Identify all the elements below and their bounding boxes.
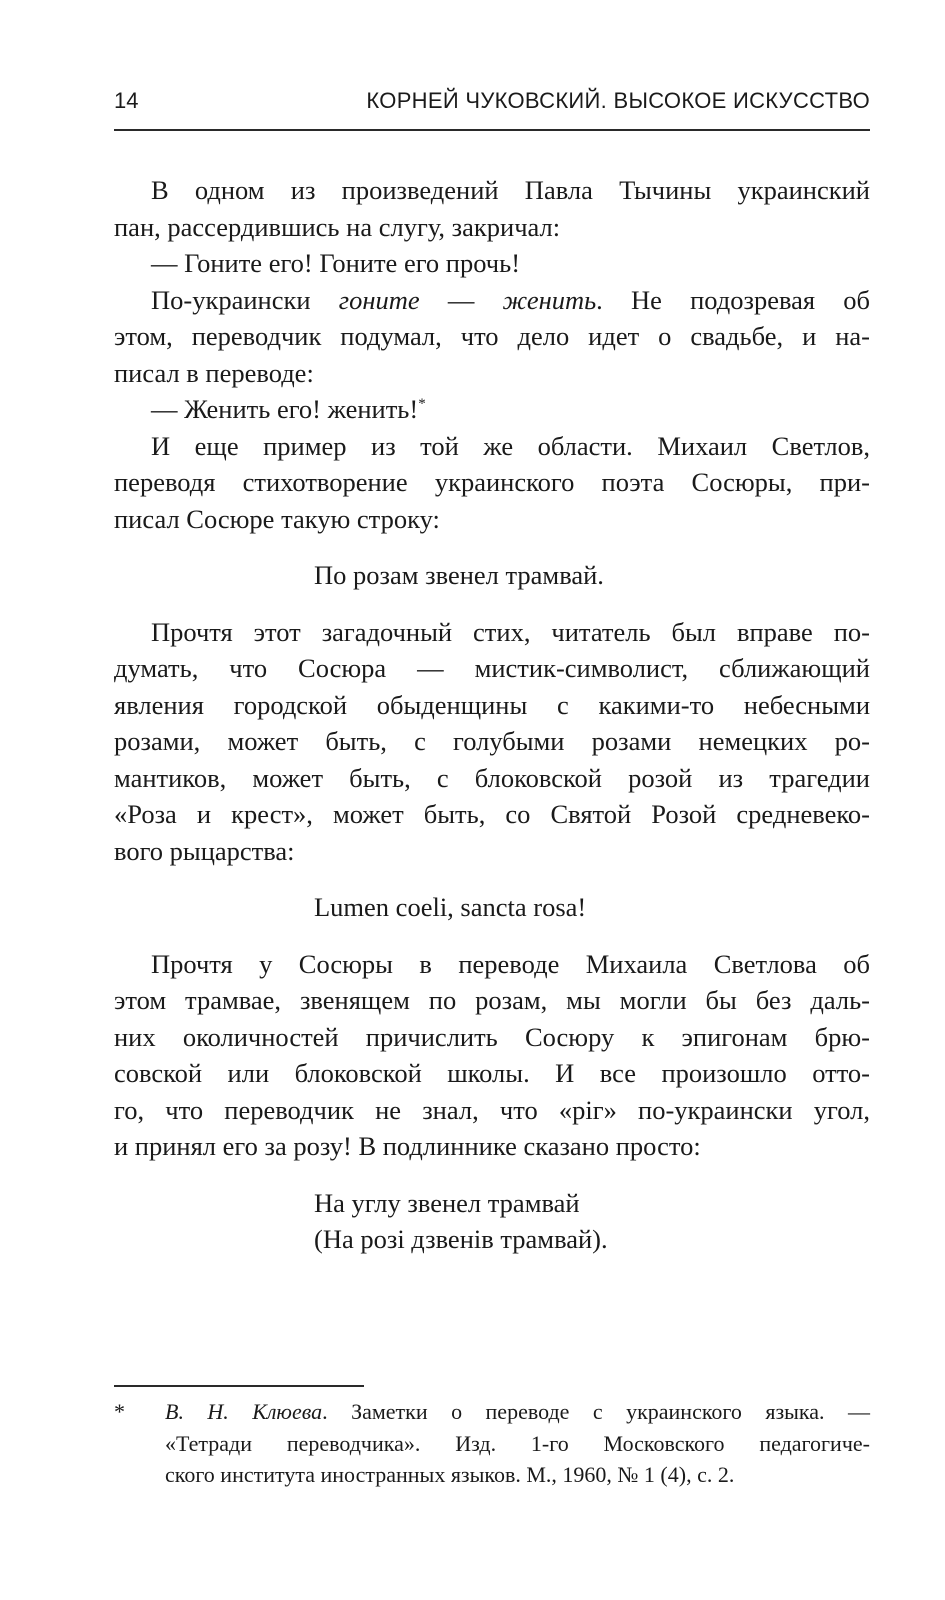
text-line: мантиков, может быть, с блоковской розой из трагедии — [114, 762, 870, 793]
text-line: го, что переводчик не знал, что «ріг» по-украински угол, — [114, 1094, 870, 1125]
verse-line: На углу звенел трамвай — [314, 1187, 580, 1218]
text-line: писал Сосюре такую строку: — [114, 503, 440, 534]
text-line: и принял его за розу! В подлиннике сказано просто: — [114, 1131, 701, 1161]
text-line: пан, рассердившись на слугу, закричал: — [114, 211, 561, 242]
footnote-author: В. Н. Клюева — [165, 1399, 323, 1424]
text-line: них околичностей причислить Сосюру к эпигонам брю- — [114, 1021, 870, 1052]
text-line: этом трамвае, звенящем по розам, мы могли бы без даль- — [114, 985, 870, 1015]
running-title: КОРНЕЙ ЧУКОВСКИЙ. ВЫСОКОЕ ИСКУССТВО — [366, 88, 870, 113]
text-line: розами, может быть, с голубыми розами немецких ро- — [114, 726, 870, 756]
text-line: явления городской обыденщины с какими-то небесными — [114, 689, 870, 720]
text-run: — — [419, 284, 503, 315]
text-line: «Роза и крест», может быть, со Святой Розой средневеко- — [114, 799, 870, 829]
body-text — [114, 172, 870, 1258]
paragraph-4 — [114, 614, 870, 870]
italic-word: женить — [502, 284, 597, 315]
italic-word: гоните — [338, 284, 420, 315]
text-run: . Заметки о переводе с украинского языка. — — [322, 1399, 870, 1424]
footnote-mark: * — [114, 1399, 125, 1424]
paragraph-1 — [114, 172, 870, 245]
text-line: писал в переводе: — [114, 357, 314, 388]
text-line: думать, что Сосюра — мистик-символист, сближающий — [114, 653, 870, 683]
paragraph-5 — [114, 946, 870, 1165]
page-header — [114, 84, 870, 124]
text-run: . Не подозревая об — [596, 284, 871, 315]
footnote-rule — [114, 1385, 364, 1387]
text-line: этом, переводчик подумал, что дело идет о свадьбе, и на- — [114, 321, 870, 351]
paragraph-3 — [114, 428, 870, 538]
footnote-line: «Тетради переводчика». Изд. 1-го Московского педагогиче- — [165, 1430, 870, 1456]
text-line: вого рыцарства: — [114, 835, 295, 866]
verse-line: (На розі дзвенів трамвай). — [314, 1224, 608, 1254]
dialogue-line — [114, 391, 870, 428]
verse-line: По розам звенел трамвай. — [314, 560, 604, 590]
text-line: совской или блоковской школы. И все произошло отто- — [114, 1058, 870, 1088]
paragraph-2 — [114, 282, 870, 392]
text-line — [114, 282, 870, 319]
footnote-reference: * — [418, 396, 426, 412]
footnote-text — [165, 1396, 870, 1491]
verse-line: Lumen coeli, sancta rosa! — [314, 892, 587, 922]
text-line: Прочтя этот загадочный стих, читатель был вправе по- — [151, 616, 870, 647]
dialogue-line: — Гоните его! Гоните его прочь! — [151, 248, 521, 278]
text-line: В одном из произведений Павла Тычины украинский — [151, 175, 870, 205]
page-number: 14 — [114, 88, 139, 113]
text-run: — Женить его! женить! — [151, 394, 419, 424]
header-rule — [114, 129, 870, 131]
text-line: И еще пример из той же области. Михаил Светлов, — [151, 430, 870, 461]
footnote-line: ского института иностранных языков. М., 1960, № 1 (4), с. 2. — [165, 1462, 735, 1487]
text-line: переводя стихотворение украинского поэта Сосюры, при- — [114, 467, 870, 497]
footnote — [114, 1396, 870, 1491]
text-line: Прочтя у Сосюры в переводе Михаила Светлова об — [151, 948, 870, 979]
footnote-line — [165, 1396, 870, 1428]
text-run: По-украински — [151, 284, 339, 315]
